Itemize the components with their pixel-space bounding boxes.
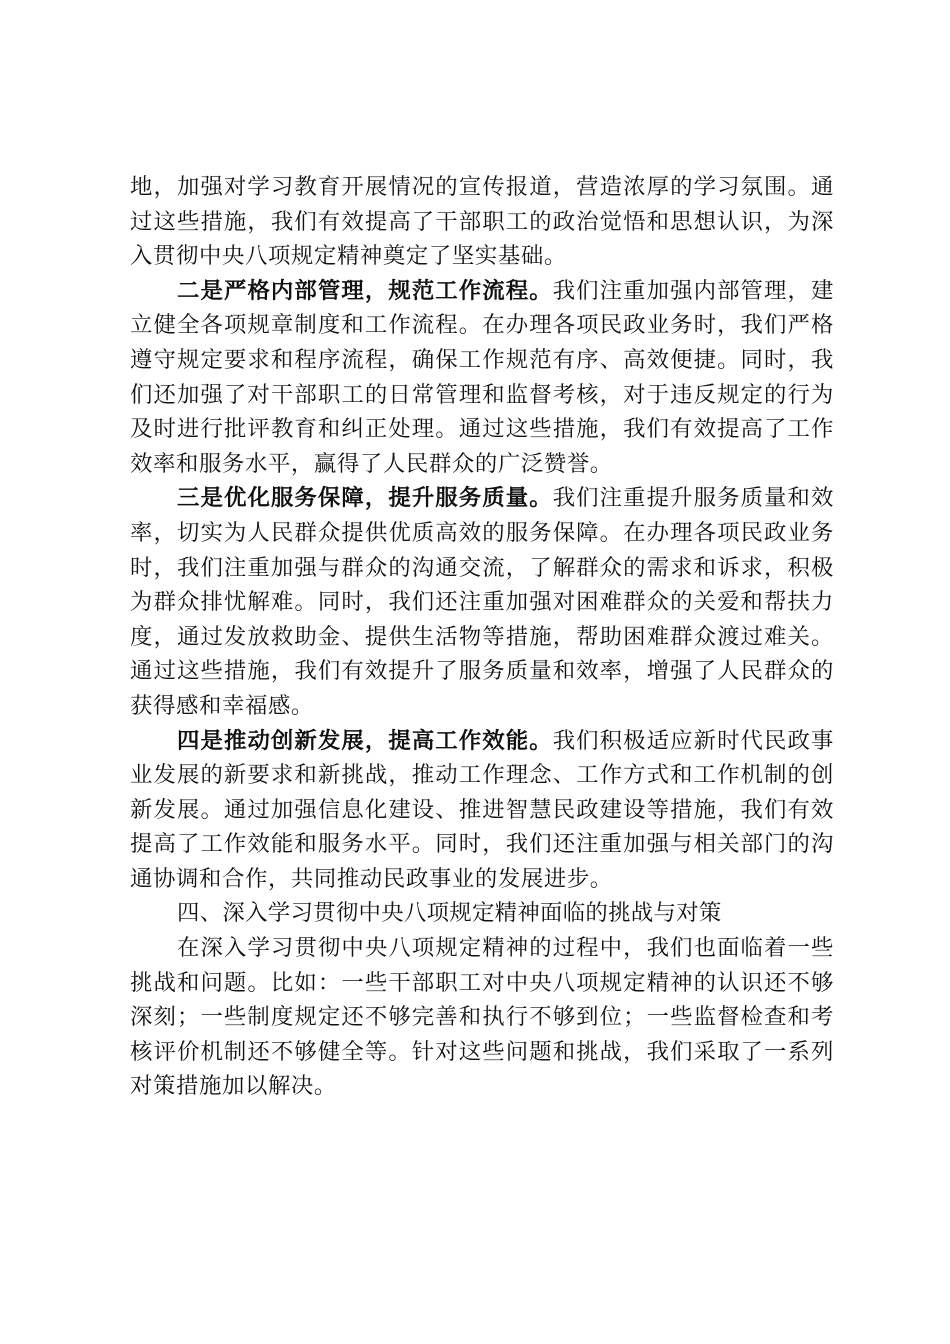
- paragraph-text: 我们注重加强内部管理，建立健全各项规章制度和工作流程。在办理各项民政业务时，我们严格遵守规定要求和程序流程，确保工作规范有序、高效便捷。同时，我们还加强了对干部职工的日常管理和监督考核，对于违反规定的行为及时进行批评教育和纠正处理。通过这些措施，我们有效提高了工作效率和服务水平，赢得了人民群众的广泛赞誉。: [130, 277, 834, 477]
- paragraph-internal-management: [130, 274, 834, 482]
- section-heading: 四、深入学习贯彻中央八项规定精神面临的挑战与对策: [177, 900, 722, 927]
- paragraph-lead: 三是优化服务保障，提升服务质量。: [177, 485, 553, 512]
- paragraph-text: 我们注重提升服务质量和效率，切实为人民群众提供优质高效的服务保障。在办理各项民政业务时，我们注重加强与群众的沟通交流，了解群众的需求和诉求，积极为群众排忧解难。同时，我们还注重加强对困难群众的关爱和帮扶力度，通过发放救助金、提供生活物等措施，帮助困难群众渡过难关。通过这些措施，我们有效提升了服务质量和效率，增强了人民群众的获得感和幸福感。: [130, 485, 834, 719]
- paragraph-text: 在深入学习贯彻中央八项规定精神的过程中，我们也面临着一些挑战和问题。比如：一些干部职工对中央八项规定精神的认识还不够深刻；一些制度规定还不够完善和执行不够到位；一些监督检查和考核评价机制还不够健全等。针对这些问题和挑战，我们采取了一系列对策措施加以解决。: [130, 935, 834, 1100]
- document-page: [130, 170, 834, 1104]
- paragraph-text: 我们积极适应新时代民政事业发展的新要求和新挑战，推动工作理念、工作方式和工作机制的创新发展。通过加强信息化建设、推进智慧民政建设等措施，我们有效提高了工作效能和服务水平。同时，我们还注重加强与相关部门的沟通协调和合作，共同推动民政事业的发展进步。: [130, 727, 834, 892]
- paragraph-challenges: [130, 931, 834, 1104]
- paragraph-text: 地，加强对学习教育开展情况的宣传报道，营造浓厚的学习氛围。通过这些措施，我们有效提高了干部职工的政治觉悟和思想认识，为深入贯彻中央八项规定精神奠定了坚实基础。: [130, 174, 834, 270]
- paragraph-lead: 四是推动创新发展，提高工作效能。: [177, 727, 553, 754]
- paragraph-continuation: [130, 170, 834, 274]
- paragraph-innovation: [130, 724, 834, 897]
- paragraph-lead: 二是严格内部管理，规范工作流程。: [177, 277, 553, 304]
- paragraph-service-quality: [130, 481, 834, 723]
